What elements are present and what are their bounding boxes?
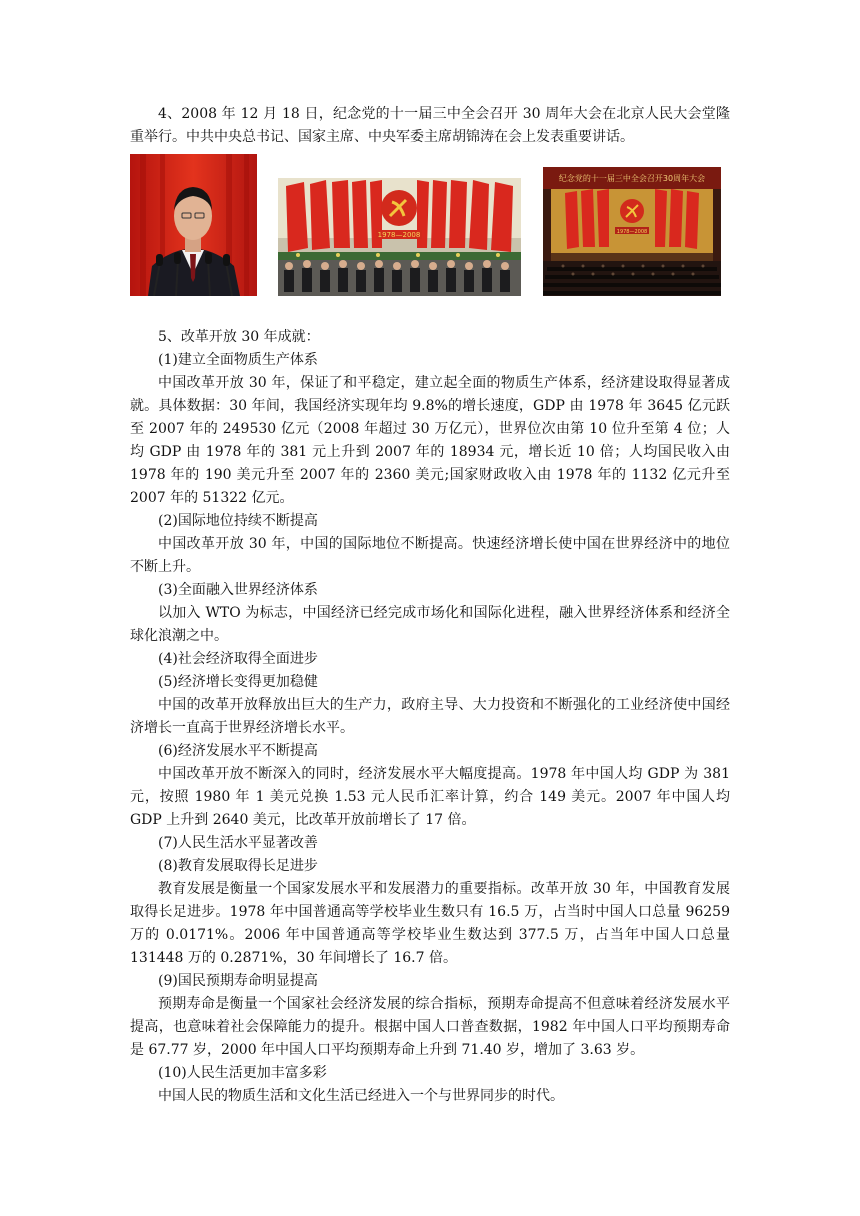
item-heading-6: (6)经济发展水平不断提高 [158, 743, 318, 759]
item-heading-10: (10)人民生活更加丰富多彩 [158, 1065, 327, 1081]
document-body [130, 103, 730, 1108]
item-heading-8: (8)教育发展取得长足进步 [158, 858, 318, 874]
intro-paragraph: 4、2008 年 12 月 18 日，纪念党的十一届三中全会召开 30 周年大会在北京人民大会堂隆重举行。中共中央总书记、国家主席、中央军委主席胡锦涛在会上发表重要讲话。 [130, 106, 730, 145]
item-heading-7: (7)人民生活水平显著改善 [158, 835, 318, 851]
item-paragraph-3: 以加入 WTO 为标志，中国经济已经完成市场化和国际化进程，融入世界经济体系和经济全球化浪潮之中。 [130, 605, 730, 644]
item-heading-4: (4)社会经济取得全面进步 [158, 651, 318, 667]
item-heading-9: (9)国民预期寿命明显提高 [158, 973, 318, 989]
item-paragraph-10: 中国人民的物质生活和文化生活已经进入一个与世界同步的时代。 [158, 1088, 564, 1104]
photo-stage [278, 178, 521, 296]
hall-sub-text: 1978—2008 [616, 229, 648, 235]
item-heading-5: (5)经济增长变得更加稳健 [158, 674, 318, 690]
photo-row [130, 154, 730, 320]
hall-banner-text: 纪念党的十一届三中全会召开30周年大会 [558, 174, 706, 183]
photo-speaker [130, 154, 257, 296]
item-paragraph-8: 教育发展是衡量一个国家发展水平和发展潜力的重要指标。改革开放 30 年，中国教育发展取得长足进步。1978 年中国普通高等学校毕业生数只有 16.5 万，占当时中国人口总量 96259 万的 0.0171%。2006 年中国普通高等学校毕业生数达到 377.5 万，占当年中国人口总量 131448 万的 0.2871%，30 年间增长了 16.7 倍。 [130, 881, 730, 966]
section-title: 5、改革开放 30 年成就： [158, 329, 320, 345]
item-heading-2: (2)国际地位持续不断提高 [158, 513, 318, 529]
photo-hall [543, 167, 721, 296]
item-paragraph-1: 中国改革开放 30 年，保证了和平稳定，建立起全面的物质生产体系，经济建设取得显著成就。具体数据：30 年间，我国经济实现年均 9.8%的增长速度，GDP 由 1978 年 3645 亿元跃至 2007 年的 249530 亿元（2008 年超过 30 万亿元），世界位次由第 10 位升至第 4 位；人均 GDP 由 1978 年的 381 元上升到 2007 年的 18934 元，增长近 10 倍；人均国民收入由 1978 年的 190 美元升至 2007 年的 2360 美元;国家财政收入由 1978 年的 1132 亿元升至 2007 年的 51322 亿元。 [130, 375, 730, 506]
item-heading-1: (1)建立全面物质生产体系 [158, 352, 318, 368]
item-paragraph-9: 预期寿命是衡量一个国家社会经济发展的综合指标，预期寿命提高不但意味着经济发展水平提高，也意味着社会保障能力的提升。根据中国人口普查数据，1982 年中国人口平均预期寿命是 67.77 岁，2000 年中国人口平均预期寿命上升到 71.40 岁，增加了 3.63 岁。 [130, 996, 730, 1058]
item-paragraph-2: 中国改革开放 30 年，中国的国际地位不断提高。快速经济增长使中国在世界经济中的地位不断上升。 [130, 536, 730, 575]
item-paragraph-5: 中国的改革开放释放出巨大的生产力，政府主导、大力投资和不断强化的工业经济使中国经济增长一直高于世界经济增长水平。 [130, 697, 730, 736]
item-heading-3: (3)全面融入世界经济体系 [158, 582, 318, 598]
stage-banner-text: 1978—2008 [377, 231, 421, 239]
item-paragraph-6: 中国改革开放不断深入的同时，经济发展水平大幅度提高。1978 年中国人均 GDP 为 381 元，按照 1980 年 1 美元兑换 1.53 元人民币汇率计算，约合 149 美元。2007 年中国人均 GDP 上升到 2640 美元，比改革开放前增长了 17 倍。 [130, 766, 730, 828]
